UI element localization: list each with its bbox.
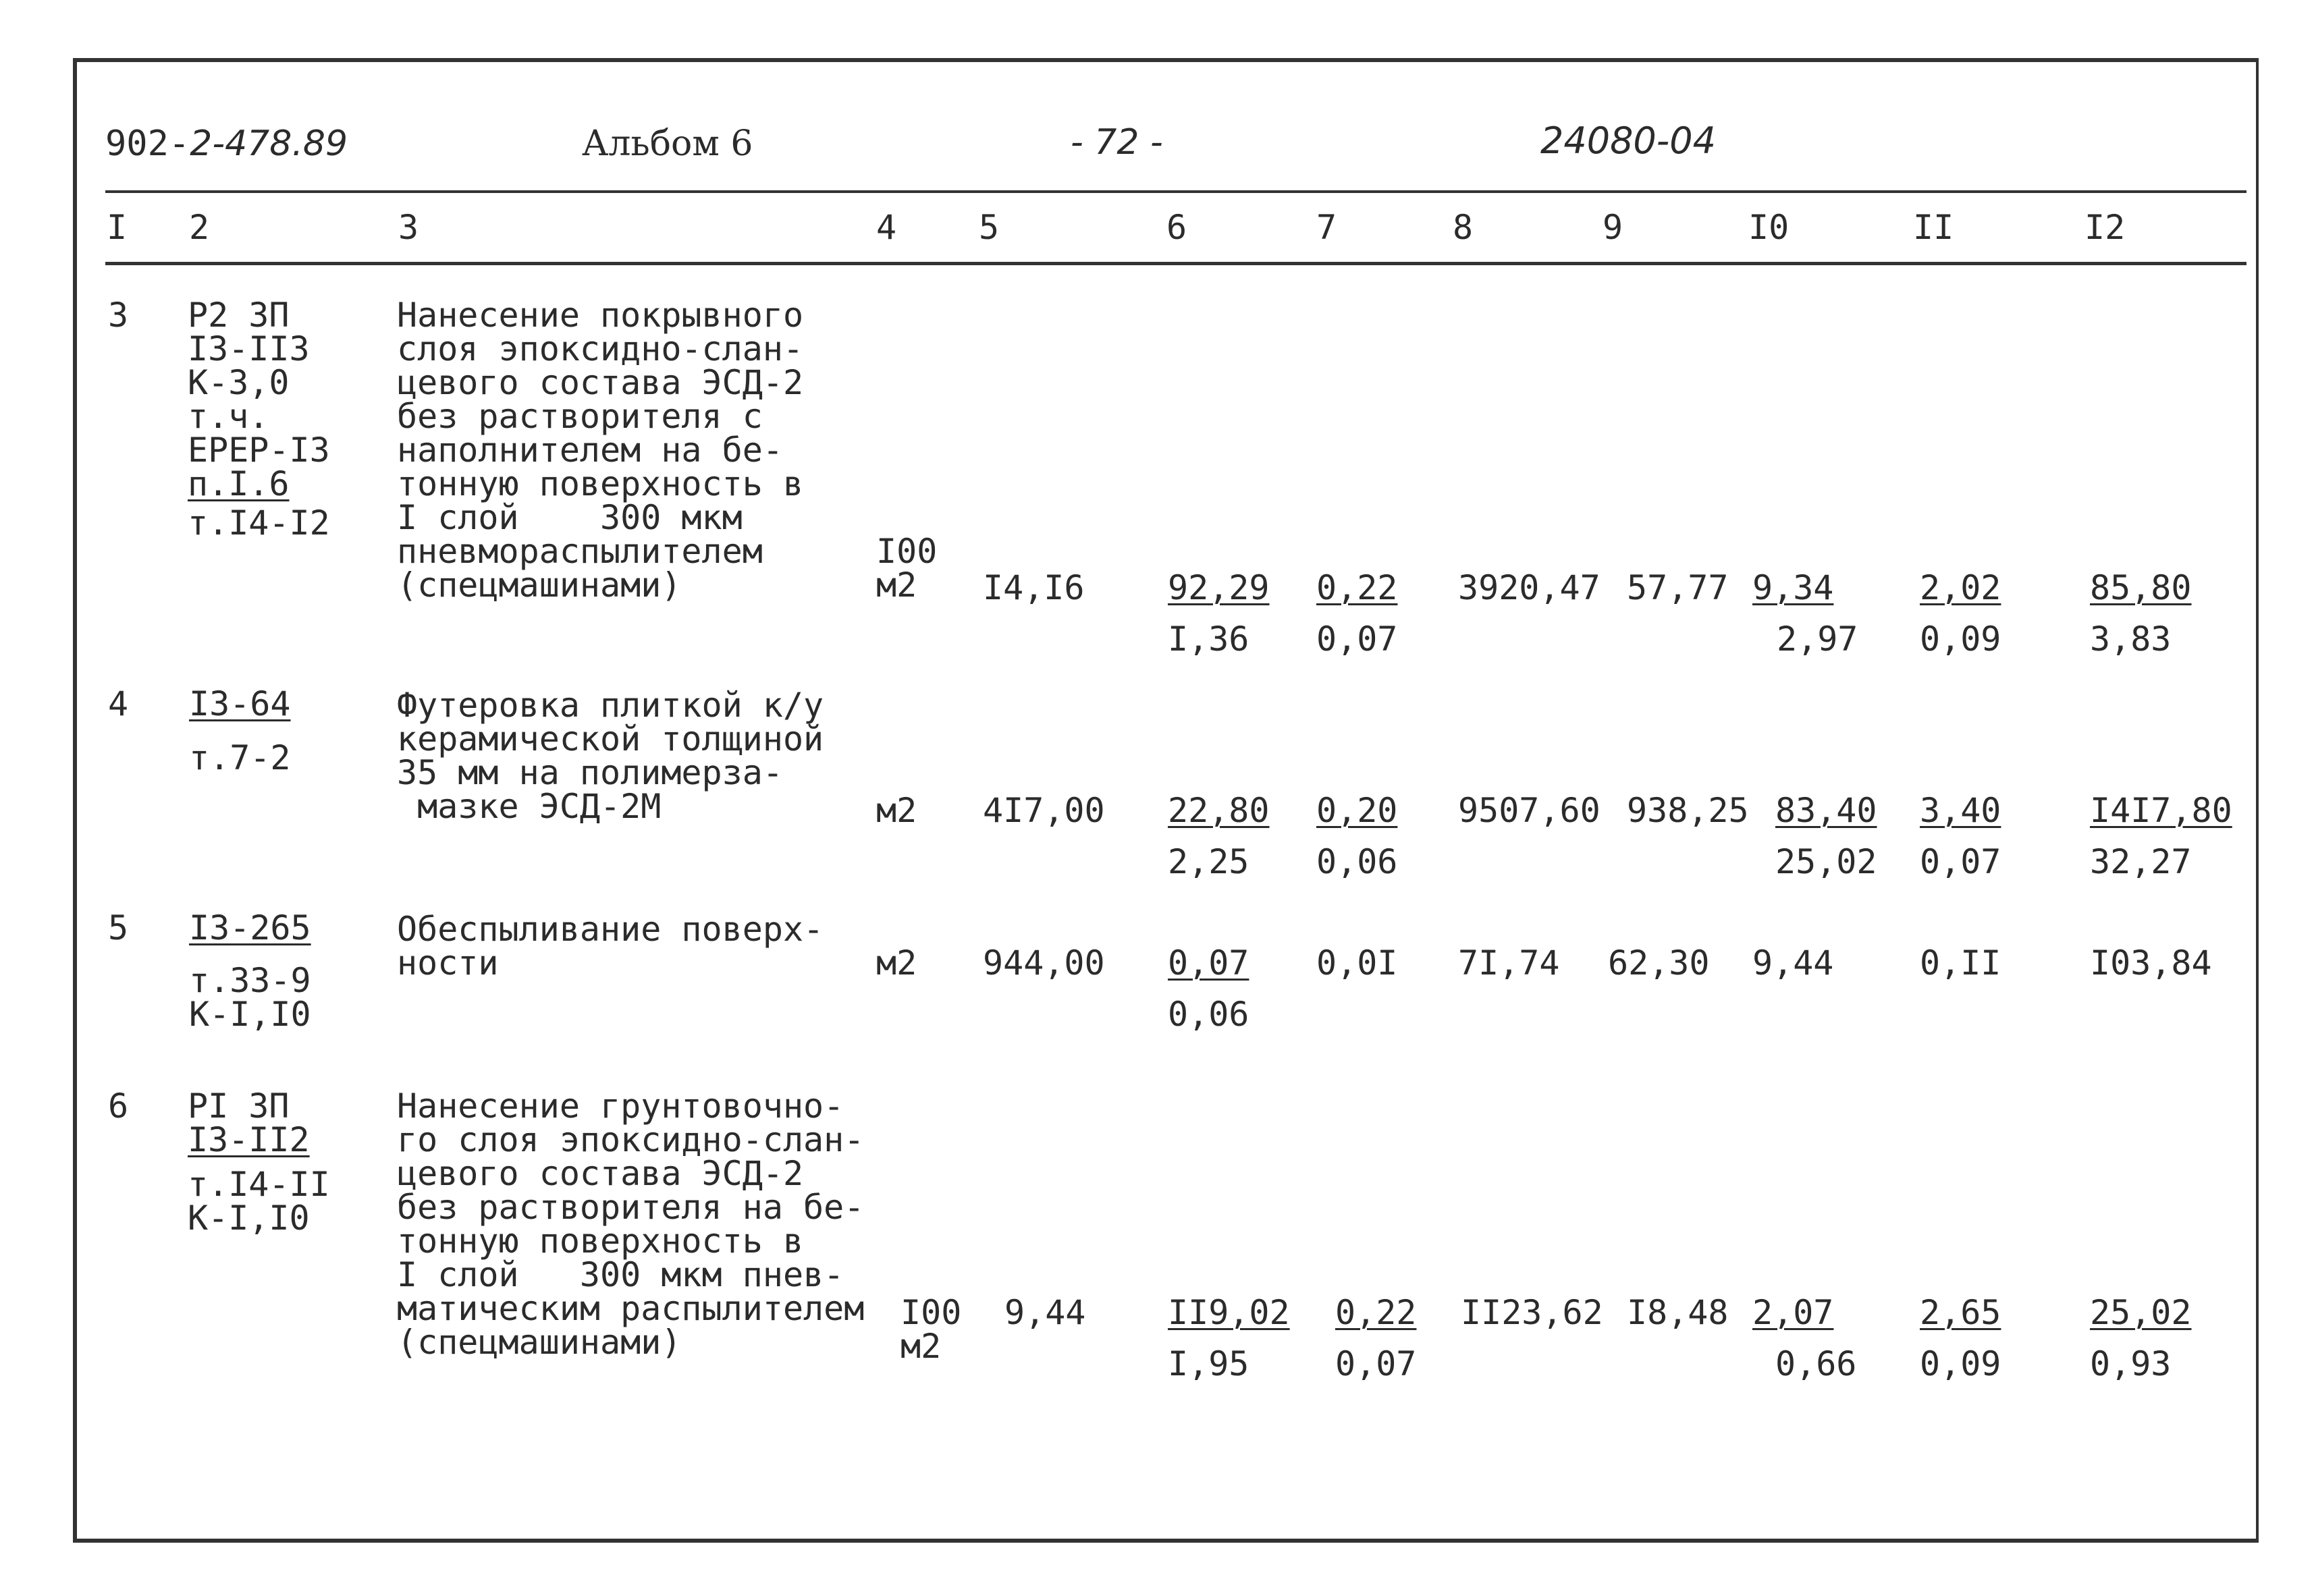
- work-description: Обеспыливание поверх- ности: [397, 910, 824, 983]
- unit: м2: [876, 943, 917, 983]
- col9-value: 62,30: [1608, 943, 1710, 983]
- norm-code: I3-64: [189, 684, 291, 723]
- col11-value: 3,40: [1920, 791, 2001, 830]
- col10-sub: 25,02: [1775, 842, 1877, 881]
- col8-value: 9507,60: [1458, 791, 1600, 830]
- work-description: Футеровка плиткой к/у керамической толщиной 35 мм на полимерза- мазке ЭСД-2М: [397, 686, 824, 826]
- col7-value: 0,22: [1316, 568, 1398, 607]
- col11-value: 0,II: [1920, 943, 2001, 983]
- unit: м2: [876, 791, 917, 830]
- col-header-4: 4: [876, 208, 897, 247]
- col-header-6: 6: [1166, 208, 1187, 247]
- unit: I00 м2: [876, 532, 938, 605]
- col12-sub: 0,93: [2090, 1344, 2172, 1383]
- quantity: 944,00: [983, 943, 1105, 983]
- header-rule: [105, 190, 2246, 193]
- col-header-3: 3: [398, 208, 419, 247]
- quantity: 9,44: [1004, 1293, 1086, 1332]
- col8-value: 7I,74: [1458, 943, 1560, 983]
- col10-sub: 2,97: [1777, 620, 1858, 659]
- col7-sub: 0,07: [1316, 620, 1398, 659]
- col7-sub: 0,06: [1316, 842, 1398, 881]
- col-header-5: 5: [979, 208, 1000, 247]
- work-description: Нанесение покрывного слоя эпоксидно-слан- цевого состава ЭСД-2 без растворителя с наполнителем на бе- тонную поверхность в I слой 300 мкм пневмораспылителем (спецмашинами): [397, 296, 804, 605]
- col12-value: I4I7,80: [2090, 791, 2232, 830]
- col7-value: 0,22: [1335, 1293, 1417, 1332]
- col9-value: 57,77: [1627, 568, 1729, 607]
- column-header-rule: [105, 262, 2246, 265]
- col8-value: 3920,47: [1458, 568, 1600, 607]
- col-header-10: I0: [1748, 208, 1790, 247]
- quantity: 4I7,00: [983, 791, 1105, 830]
- col11-value: 2,65: [1920, 1293, 2001, 1332]
- col12-value: 85,80: [2090, 568, 2192, 607]
- col-header-12: I2: [2084, 208, 2126, 247]
- col7-value: 0,20: [1316, 791, 1398, 830]
- col9-value: 938,25: [1627, 791, 1749, 830]
- col6-value: 92,29: [1168, 568, 1270, 607]
- col10-value: 9,44: [1752, 943, 1834, 983]
- col6-sub: I,36: [1168, 620, 1249, 659]
- quantity: I4,I6: [983, 568, 1085, 607]
- col6-sub: 0,06: [1168, 995, 1249, 1034]
- col-header-11: II: [1913, 208, 1954, 247]
- col11-sub: 0,09: [1920, 620, 2001, 659]
- unit: I00 м2: [900, 1293, 962, 1366]
- col11-value: 2,02: [1920, 568, 2001, 607]
- col-header-8: 8: [1453, 208, 1474, 247]
- col9-value: I8,48: [1627, 1293, 1729, 1332]
- sheet-number: 24080-04: [1540, 119, 1716, 162]
- album-label: Альбом 6: [582, 123, 753, 164]
- col8-value: II23,62: [1461, 1293, 1603, 1332]
- col-header-7: 7: [1316, 208, 1337, 247]
- col11-sub: 0,07: [1920, 842, 2001, 881]
- col12-sub: 3,83: [2090, 620, 2172, 659]
- norm-code: P2 3П I3-II3 К-3,0 т.ч. ЕРЕР-I3 п.I.6 т.I4-I2: [188, 296, 330, 543]
- col12-value: I03,84: [2090, 943, 2212, 983]
- col10-value: 9,34: [1752, 568, 1834, 607]
- doc-code: 902-2-478.89: [105, 123, 348, 164]
- col-header-2: 2: [189, 208, 210, 247]
- col12-value: 25,02: [2090, 1293, 2192, 1332]
- col6-sub: I,95: [1168, 1344, 1249, 1383]
- col6-value: 22,80: [1168, 791, 1270, 830]
- work-description: Нанесение грунтовочно- го слоя эпоксидно-слан- цевого состава ЭСД-2 без растворителя на бе- тонную поверхность в I слой 300 мкм пнев- матическим распылителем (спецмашинами): [397, 1086, 865, 1362]
- row-number: 5: [108, 908, 129, 947]
- col10-value: 2,07: [1752, 1293, 1834, 1332]
- norm-code: I3-265: [189, 908, 311, 947]
- col6-value: II9,02: [1168, 1293, 1290, 1332]
- col10-value: 83,40: [1775, 791, 1877, 830]
- norm-code: PI 3П I3-II2 т.I4-II К-I,I0: [188, 1086, 330, 1238]
- col-header-1: I: [107, 208, 128, 247]
- col6-sub: 2,25: [1168, 842, 1249, 881]
- col6-value: 0,07: [1168, 943, 1249, 983]
- col10-sub: 0,66: [1775, 1344, 1857, 1383]
- norm-table-ref: т.7-2: [189, 738, 291, 777]
- row-number: 4: [108, 684, 129, 723]
- norm-table-ref: т.33-9 К-I,I0: [189, 961, 311, 1034]
- col7-sub: 0,07: [1335, 1344, 1417, 1383]
- row-number: 6: [108, 1086, 129, 1126]
- page-number: - 72 -: [1071, 122, 1163, 163]
- col-header-9: 9: [1603, 208, 1623, 247]
- row-number: 3: [108, 296, 129, 335]
- col7-value: 0,0I: [1316, 943, 1398, 983]
- col11-sub: 0,09: [1920, 1344, 2001, 1383]
- col12-sub: 32,27: [2090, 842, 2192, 881]
